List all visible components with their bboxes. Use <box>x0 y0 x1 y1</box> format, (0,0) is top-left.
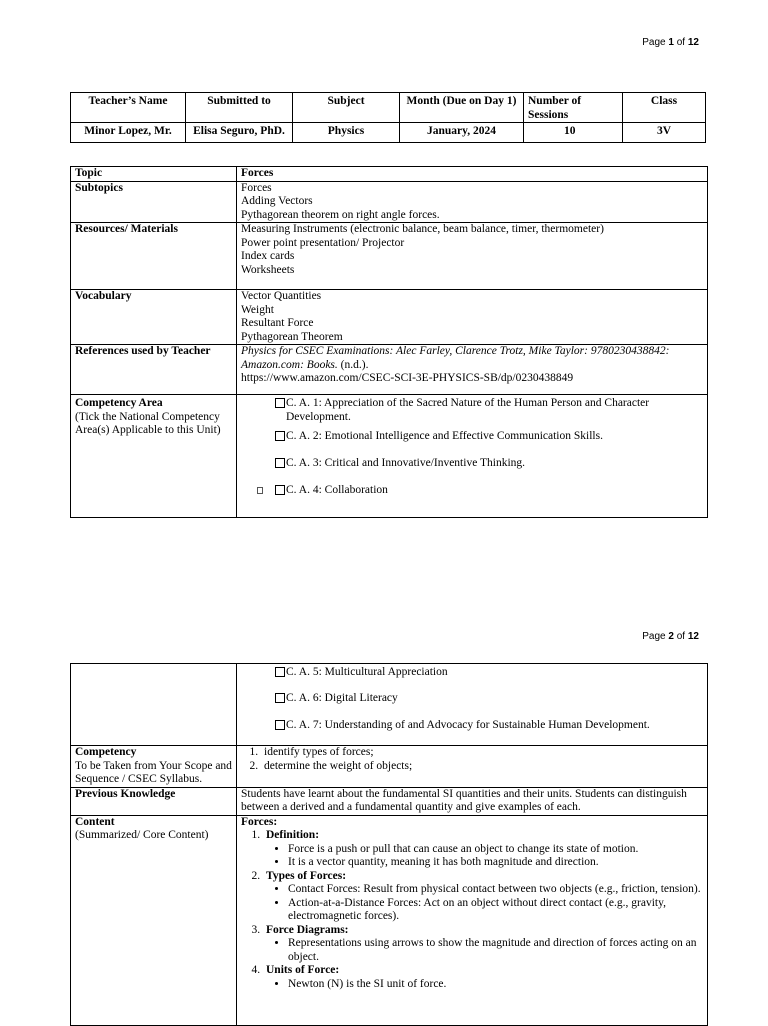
topic-value: Forces <box>237 167 708 182</box>
competency-area-3: C. A. 3: Critical and Innovative/Inventive Thinking. <box>286 457 526 469</box>
competency-label: Competency <box>75 746 137 758</box>
competency-area-option <box>241 430 703 451</box>
competency-list <box>237 746 708 788</box>
vocabulary-item: Weight <box>241 303 274 316</box>
checkbox[interactable] <box>275 458 285 468</box>
content-heading: Forces: <box>241 815 278 828</box>
reference-citation: Physics for CSEC Examinations: Alec Farley, Clarence Trotz, Mike Taylor: 9780230438842: Amazon.com: Books. <box>241 345 670 371</box>
page-total: 12 <box>687 631 699 642</box>
topic-row <box>71 167 708 182</box>
value-row <box>71 123 706 143</box>
competency-area-option <box>241 666 703 686</box>
references-label: References used by Teacher <box>71 345 237 395</box>
content-item-title: Definition: <box>266 829 320 841</box>
references-row <box>71 345 708 395</box>
competency-area-option <box>241 484 703 505</box>
header-teacher: Teacher’s Name <box>71 93 186 123</box>
content-cell <box>71 815 237 1025</box>
content-body <box>237 815 708 1025</box>
page-of: of <box>673 37 688 48</box>
sessions: 10 <box>524 123 623 143</box>
header-class: Class <box>623 93 706 123</box>
vocabulary-item: Resultant Force <box>241 317 314 329</box>
lesson-details-table-continued <box>70 663 708 1026</box>
page-total: 12 <box>687 37 699 48</box>
vocabulary-item: Vector Quantities <box>241 290 322 302</box>
content-item <box>263 829 703 870</box>
competency-note: To be Taken from Your Scope and Sequence / CSEC Syllabus. <box>75 759 232 785</box>
empty-label-cell <box>71 664 237 746</box>
competency-area-label: Competency Area <box>75 397 163 409</box>
submitted-to: Elisa Seguro, PhD. <box>186 123 293 143</box>
placeholder-box-icon <box>257 487 263 494</box>
vocabulary-item: Pythagorean Theorem <box>241 330 343 343</box>
reference-suffix: (n.d.). <box>337 358 369 371</box>
checkbox[interactable] <box>275 693 285 703</box>
competency-area-6: C. A. 6: Digital Literacy <box>286 692 398 704</box>
subtopics-list <box>237 181 708 223</box>
resource-item: Worksheets <box>241 263 295 276</box>
resource-item: Power point presentation/ Projector <box>241 236 405 249</box>
competency-item: 1. identify types of forces; <box>261 746 703 760</box>
subtopics-row <box>71 181 708 223</box>
page-label: Page <box>642 631 669 642</box>
subtopic-item: Forces <box>241 181 272 194</box>
header-subject: Subject <box>293 93 400 123</box>
page-of: of <box>673 631 688 642</box>
competency-area-option <box>241 397 703 424</box>
class: 3V <box>623 123 706 143</box>
competency-area-2: C. A. 2: Emotional Intelligence and Effective Communication Skills. <box>286 430 603 442</box>
content-bullet: • Action-at-a-Distance Forces: Act on an object without direct contact (e.g., gravity, electromagnetic forces). <box>288 897 703 924</box>
content-item-title: Force Diagrams: <box>266 923 349 936</box>
header-month: Month (Due on Day 1) <box>400 93 524 123</box>
resource-item: Index cards <box>241 250 295 262</box>
competency-area-1: C. A. 1: Appreciation of the Sacred Nature of the Human Person and Character Development. <box>286 397 650 423</box>
references-text <box>237 345 708 395</box>
previous-knowledge-row <box>71 787 708 815</box>
content-label: Content <box>75 815 115 828</box>
page-label: Page <box>642 37 669 48</box>
content-bullet: • It is a vector quantity, meaning it has both magnitude and direction. <box>288 856 703 870</box>
checkbox[interactable] <box>275 485 285 495</box>
teacher-name: Minor Lopez, Mr. <box>71 123 186 143</box>
competency-area-options <box>237 395 708 518</box>
content-bullet: • Force is a push or pull that can cause an object to change its state of motion. <box>288 843 703 857</box>
page-current: 1 <box>668 37 674 48</box>
resource-item: Measuring Instruments (electronic balance, beam balance, timer, thermometer) <box>241 223 604 235</box>
resources-label: Resources/ Materials <box>71 223 237 290</box>
competency-area-4: C. A. 4: Collaboration <box>286 484 388 496</box>
subject: Physics <box>293 123 400 143</box>
competency-area-note: (Tick the National Competency Area(s) Applicable to this Unit) <box>75 410 221 436</box>
content-item-title: Units of Force: <box>266 964 340 976</box>
content-item <box>263 870 703 924</box>
checkbox[interactable] <box>275 720 285 730</box>
content-item <box>263 924 703 965</box>
content-bullet: • Newton (N) is the SI unit of force. <box>288 978 703 992</box>
lesson-header-table <box>70 92 706 143</box>
page-current: 2 <box>668 631 674 642</box>
vocabulary-row <box>71 290 708 345</box>
previous-knowledge-text: Students have learnt about the fundamental SI quantities and their units. Students can distinguish between a derived and a fundamental quantity and give examples of each. <box>237 787 708 815</box>
header-sessions: Number of Sessions <box>524 93 623 123</box>
competency-area-options <box>237 664 708 746</box>
competency-row <box>71 746 708 788</box>
reference-url: https://www.amazon.com/CSEC-SCI-3E-PHYSICS-SB/dp/0230438849 <box>241 372 574 384</box>
subtopics-label: Subtopics <box>71 181 237 223</box>
content-bullet: • Representations using arrows to show the magnitude and direction of forces acting on an object. <box>288 937 703 964</box>
competency-item: 2. determine the weight of objects; <box>261 760 703 774</box>
page-number <box>642 630 699 644</box>
checkbox[interactable] <box>275 667 285 677</box>
content-item <box>263 964 703 991</box>
header-submitted-to: Submitted to <box>186 93 293 123</box>
content-bullet: • Contact Forces: Result from physical contact between two objects (e.g., friction, tension). <box>288 883 703 897</box>
month: January, 2024 <box>400 123 524 143</box>
competency-area-option <box>241 692 703 713</box>
competency-area-cell <box>71 395 237 518</box>
content-note: (Summarized/ Core Content) <box>75 829 209 841</box>
competency-cell <box>71 746 237 788</box>
competency-area-option <box>241 457 703 478</box>
resources-list <box>237 223 708 290</box>
page-number <box>642 36 699 50</box>
header-row <box>71 93 706 123</box>
lesson-details-table <box>70 166 708 518</box>
competency-area-row-continued <box>71 664 708 746</box>
competency-area-5: C. A. 5: Multicultural Appreciation <box>286 666 448 678</box>
resources-row <box>71 223 708 290</box>
content-item-title: Types of Forces: <box>266 869 347 882</box>
vocabulary-label: Vocabulary <box>71 290 237 345</box>
subtopic-item: Pythagorean theorem on right angle forces. <box>241 208 440 221</box>
competency-area-text <box>275 397 703 424</box>
vocabulary-list <box>237 290 708 345</box>
content-row <box>71 815 708 1025</box>
subtopic-item: Adding Vectors <box>241 195 313 207</box>
topic-label: Topic <box>71 167 237 182</box>
checkbox[interactable] <box>275 431 285 441</box>
competency-area-7: C. A. 7: Understanding of and Advocacy for Sustainable Human Development. <box>286 719 650 731</box>
competency-area-option <box>241 719 703 733</box>
checkbox[interactable] <box>275 398 285 408</box>
competency-area-row <box>71 395 708 518</box>
previous-knowledge-label: Previous Knowledge <box>71 787 237 815</box>
